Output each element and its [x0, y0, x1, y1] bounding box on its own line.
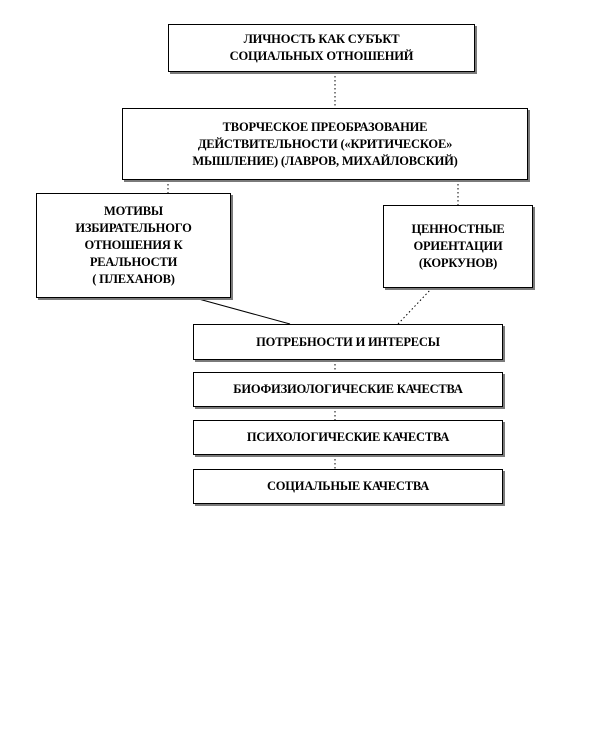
motives-line-5: ( ПЛЕХАНОВ) — [92, 272, 175, 286]
motives-line-3: ОТНОШЕНИЯ К — [84, 238, 183, 252]
transformation-box — [122, 108, 528, 180]
connector-motives-needs — [195, 298, 290, 324]
subject-line-2: СОЦИАЛЬНЫХ ОТНОШЕНИЙ — [229, 49, 414, 63]
motives-line-2: ИЗБИРАТЕЛЬНОГО — [75, 221, 192, 235]
values-box — [383, 205, 533, 288]
biophysio-label: БИОФИЗИОЛОГИЧЕСКИЕ КАЧЕСТВА — [233, 382, 463, 396]
biophysio-box — [193, 372, 503, 407]
psycho-label: ПСИХОЛОГИЧЕСКИЕ КАЧЕСТВА — [246, 430, 450, 444]
social-box — [193, 469, 503, 504]
psycho-box — [193, 420, 503, 455]
values-line-1: ЦЕННОСТНЫЕ — [411, 222, 505, 236]
motives-line-4: РЕАЛЬНОСТИ — [89, 255, 178, 269]
subject-line-1: ЛИЧНОСТЬ КАК СУБЪКТ — [243, 32, 400, 46]
needs-label: ПОТРЕБНОСТИ И ИНТЕРЕСЫ — [256, 334, 440, 349]
subject-box — [168, 24, 475, 72]
needs-box — [193, 324, 503, 360]
transformation-line-3: МЫШЛЕНИЕ) (ЛАВРОВ, МИХАЙЛОВСКИЙ) — [192, 153, 458, 168]
transformation-line-2: ДЕЙСТВИТЕЛЬНОСТИ («КРИТИЧЕСКОЕ» — [197, 136, 453, 151]
values-line-2: ОРИЕНТАЦИИ — [413, 239, 503, 253]
transformation-line-1: ТВОРЧЕСКОЕ ПРЕОБРАЗОВАНИЕ — [222, 119, 428, 134]
motives-line-1: МОТИВЫ — [104, 204, 163, 218]
connector-values-needs — [398, 288, 432, 324]
social-label: СОЦИАЛЬНЫЕ КАЧЕСТВА — [266, 479, 430, 493]
values-line-3: (КОРКУНОВ) — [418, 256, 498, 270]
motives-box — [36, 193, 231, 298]
